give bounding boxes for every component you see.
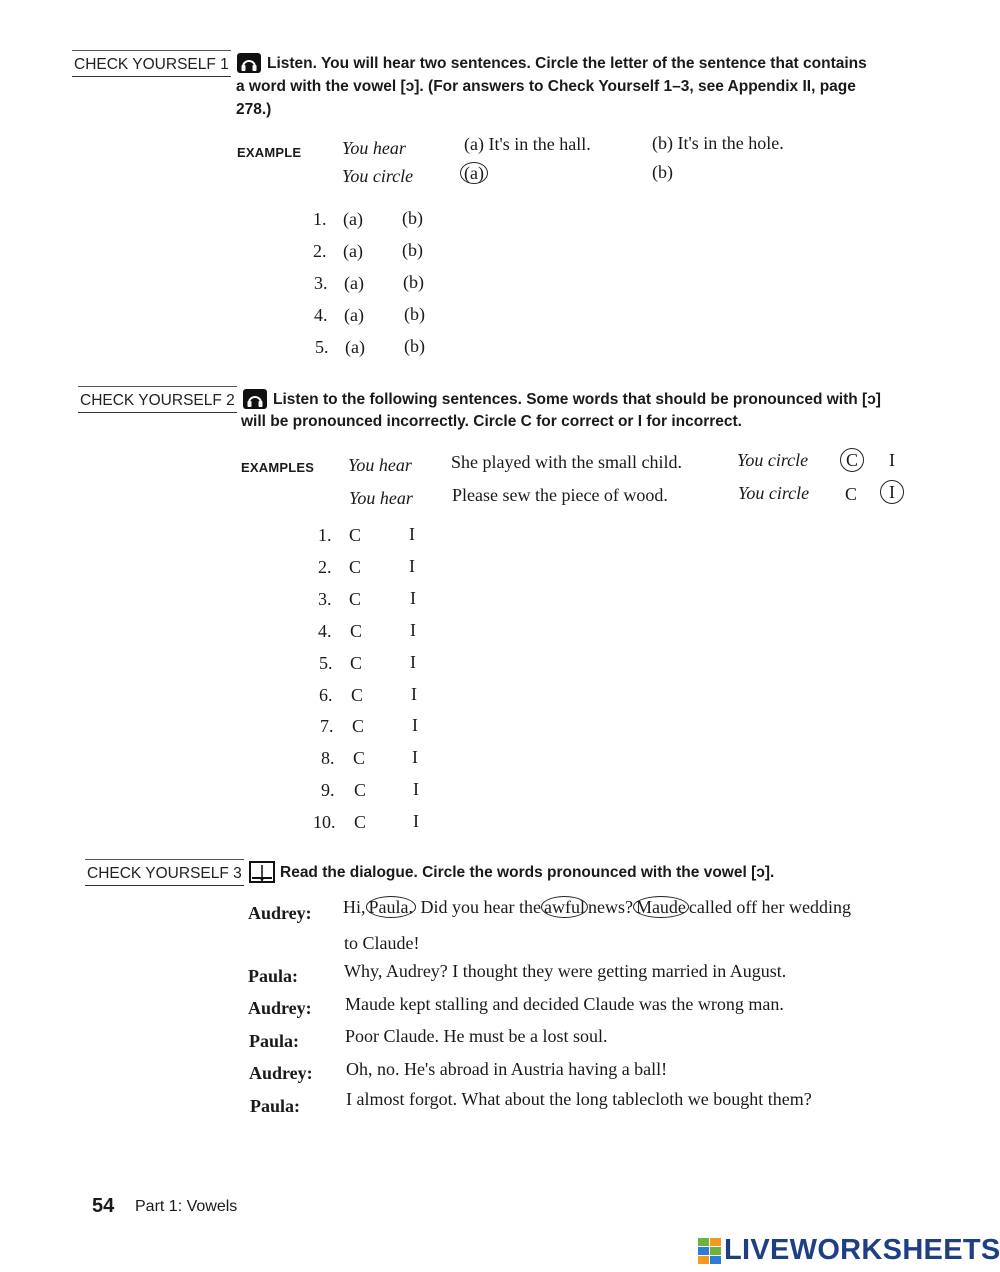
option-c[interactable]: C [349, 589, 362, 609]
dialogue-line-2: Why, Audrey? I thought they were getting married in August. [344, 961, 787, 981]
option-c[interactable]: C [349, 557, 362, 577]
option-i[interactable]: I [410, 588, 416, 608]
example-you-circle: You circle [342, 166, 414, 186]
example-you-circle: You circle [738, 483, 810, 503]
check-yourself-2-label: CHECK YOURSELF 2 [78, 392, 237, 413]
option-a[interactable]: (a) [345, 337, 365, 357]
page-number: 54 [92, 1195, 115, 1217]
option-i[interactable]: I [413, 779, 419, 799]
instruction-1-cont2: 278.) [236, 101, 272, 118]
option-c[interactable]: C [351, 685, 364, 705]
speaker-audrey: Audrey: [248, 998, 312, 1018]
instruction-2: Listen to the following sentences. Some words that should be pronounced with [ɔ] [273, 391, 881, 408]
example-you-hear: You hear [349, 488, 413, 508]
dialogue-line-4: Poor Claude. He must be a lost soul. [345, 1026, 608, 1046]
option-a[interactable]: (a) [344, 305, 364, 325]
option-c[interactable]: C [350, 621, 363, 641]
option-b[interactable]: (b) [402, 240, 423, 260]
option-i[interactable]: I [410, 620, 416, 640]
example-a-circled: (a) [460, 162, 488, 184]
list-item: 2. [313, 241, 327, 261]
list-item: 5. [319, 653, 333, 673]
footer-section: Part 1: Vowels [135, 1198, 238, 1215]
headphones-icon [236, 52, 262, 79]
option-i[interactable]: I [409, 556, 415, 576]
list-item: 2. [318, 557, 332, 577]
liveworksheets-logo-icon [698, 1238, 722, 1264]
example-you-hear: You hear [348, 455, 412, 475]
dialogue-line-1: Hi, Paula. Did you hear the awful news? Maude called off her wedding [343, 897, 852, 917]
example-a-sentence: (a) It's in the hall. [464, 134, 591, 154]
speaker-audrey: Audrey: [249, 1063, 313, 1083]
dialogue-line-1-cont: to Claude! [344, 933, 420, 953]
circled-word[interactable]: Paula. [366, 896, 417, 918]
option-i[interactable]: I [410, 652, 416, 672]
list-item: 6. [319, 685, 333, 705]
dialogue-line-3: Maude kept stalling and decided Claude was the wrong man. [345, 994, 784, 1014]
circled-word[interactable]: Maude [633, 896, 689, 918]
speaker-paula: Paula: [250, 1096, 301, 1116]
example-sentence: She played with the small child. [451, 452, 682, 472]
dialogue-line-6: I almost forgot. What about the long tablecloth we bought them? [346, 1089, 812, 1109]
instruction-3: Read the dialogue. Circle the words pronounced with the vowel [ɔ]. [280, 864, 775, 881]
option-i[interactable]: I [412, 747, 418, 767]
option-i[interactable]: I [412, 715, 418, 735]
option-b[interactable]: (b) [404, 304, 425, 324]
list-item: 1. [318, 525, 332, 545]
liveworksheets-watermark: LIVEWORKSHEETS [724, 1234, 1000, 1266]
example-c-circled: C [840, 448, 864, 472]
list-item: 4. [318, 621, 332, 641]
option-b[interactable]: (b) [404, 336, 425, 356]
option-a[interactable]: (a) [343, 241, 363, 261]
option-c[interactable]: C [354, 780, 367, 800]
option-i[interactable]: I [409, 524, 415, 544]
list-item: 3. [318, 589, 332, 609]
list-item: 4. [314, 305, 328, 325]
option-c[interactable]: C [352, 716, 365, 736]
list-item: 10. [313, 812, 336, 832]
list-item: 8. [321, 748, 335, 768]
dialogue-line-5: Oh, no. He's abroad in Austria having a ball! [346, 1059, 668, 1079]
check-yourself-1-label: CHECK YOURSELF 1 [72, 56, 231, 77]
example-you-circle: You circle [737, 450, 809, 470]
option-c[interactable]: C [353, 748, 366, 768]
example-sentence: Please sew the piece of wood. [452, 485, 668, 505]
example-i-circled: I [880, 480, 904, 504]
speaker-audrey: Audrey: [248, 903, 312, 923]
instruction-2-cont: will be pronounced incorrectly. Circle C for correct or I for incorrect. [241, 413, 742, 430]
example-b-sentence: (b) It's in the hole. [652, 133, 784, 153]
example-you-hear: You hear [342, 138, 406, 158]
list-item: 3. [314, 273, 328, 293]
list-item: 1. [313, 209, 327, 229]
option-i[interactable]: I [413, 811, 419, 831]
list-item: 5. [315, 337, 329, 357]
option-b[interactable]: (b) [402, 208, 423, 228]
option-c[interactable]: C [354, 812, 367, 832]
examples-label: EXAMPLES [241, 460, 315, 475]
example-b: (b) [652, 162, 673, 182]
list-item: 7. [320, 716, 334, 736]
instruction-1: Listen. You will hear two sentences. Circle the letter of the sentence that contains [267, 55, 867, 72]
example-i: I [889, 450, 895, 470]
option-c[interactable]: C [349, 525, 362, 545]
check-yourself-3-label: CHECK YOURSELF 3 [85, 865, 244, 886]
option-a[interactable]: (a) [344, 273, 364, 293]
example-c: C [845, 484, 858, 504]
speaker-paula: Paula: [249, 1031, 300, 1051]
option-c[interactable]: C [350, 653, 363, 673]
instruction-1-cont: a word with the vowel [ɔ]. (For answers to Check Yourself 1–3, see Appendix II, page [236, 78, 856, 95]
option-i[interactable]: I [411, 684, 417, 704]
option-a[interactable]: (a) [343, 209, 363, 229]
example-label: EXAMPLE [237, 145, 302, 160]
list-item: 9. [321, 780, 335, 800]
circled-word[interactable]: awful [541, 896, 588, 918]
speaker-paula: Paula: [248, 966, 299, 986]
option-b[interactable]: (b) [403, 272, 424, 292]
book-icon [249, 861, 275, 888]
